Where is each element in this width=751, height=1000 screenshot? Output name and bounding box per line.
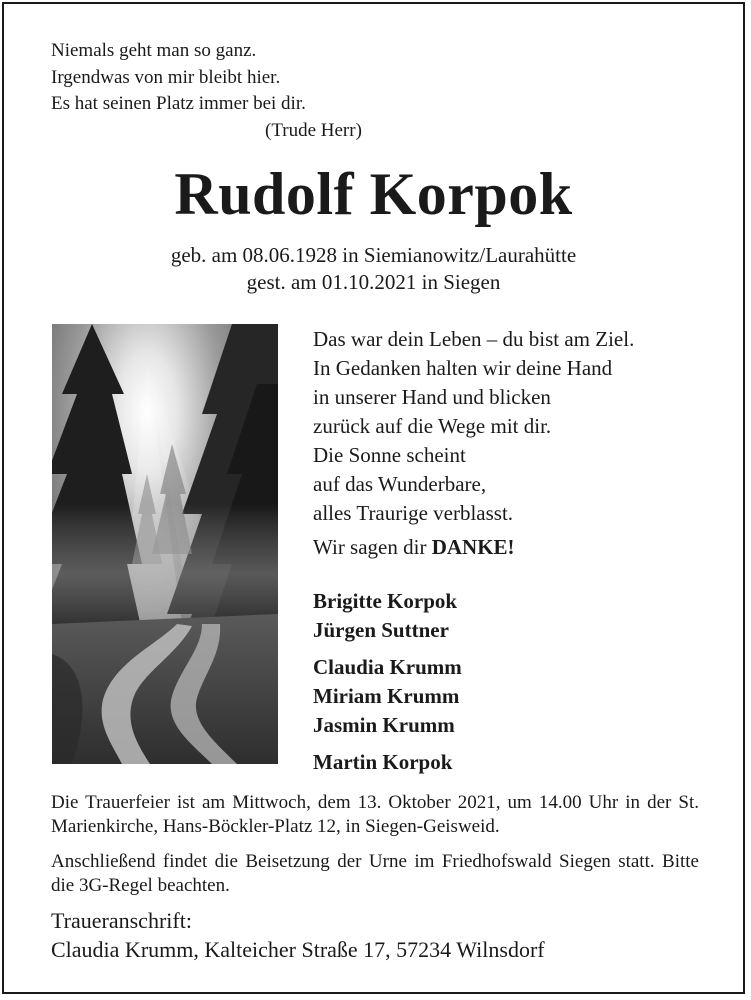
thanks-line: [313, 535, 515, 560]
thanks-word: DANKE!: [431, 535, 515, 559]
deceased-name: Rudolf Korpok: [174, 161, 573, 227]
poem-line: auf das Wunderbare,: [313, 472, 487, 496]
mourner-name: Brigitte Korpok: [313, 589, 458, 613]
quote-line: Es hat seinen Platz immer bei dir.: [51, 93, 306, 114]
mourner-group: [313, 748, 462, 777]
poem-line: In Gedanken halten wir deine Hand: [313, 356, 613, 380]
epigraph-quote: [51, 38, 362, 144]
mourner-group: [313, 587, 462, 645]
quote-author: (Trude Herr): [265, 119, 362, 141]
thanks-prefix: Wir sagen dir: [313, 535, 432, 559]
quote-line: Irgendwas von mir bleibt hier.: [51, 66, 281, 88]
mourners-list: [313, 587, 462, 785]
address-label: Traueranschrift:: [51, 908, 192, 933]
mourner-name: Martin Korpok: [313, 750, 453, 774]
poem-line: Die Sonne scheint: [313, 443, 466, 467]
poem-line: alles Traurige verblasst.: [313, 501, 514, 525]
poem: [313, 325, 634, 528]
address-value: Claudia Krumm, Kalteicher Straße 17, 57234 Wilnsdorf: [51, 937, 545, 962]
forest-path-photo: [52, 324, 278, 764]
condolence-address: [51, 906, 545, 964]
quote-line: Niemals geht man so ganz.: [51, 40, 257, 61]
poem-line: zurück auf die Wege mit dir.: [313, 414, 552, 438]
mourner-name: Claudia Krumm: [313, 655, 462, 679]
mourner-name: Miriam Krumm: [313, 684, 460, 708]
life-dates: [0, 242, 747, 296]
burial-info: Anschließend findet die Beisetzung der Urne im Friedhofswald Siegen statt. Bitte die 3G-Regel beachten.: [51, 851, 699, 896]
mourner-name: Jasmin Krumm: [313, 713, 455, 737]
funeral-service-info: Die Trauerfeier ist am Mittwoch, dem 13. Oktober 2021, um 14.00 Uhr in der St. Marienkirche, Hans-Böckler-Platz 12, in Siegen-Geisweid.: [51, 792, 699, 837]
poem-line: in unserer Hand und blicken: [313, 385, 551, 409]
birth-date: geb. am 08.06.1928 in Siemianowitz/Laurahütte: [170, 243, 577, 267]
death-date: gest. am 01.10.2021 in Siegen: [246, 270, 501, 294]
poem-line: Das war dein Leben – du bist am Ziel.: [313, 327, 635, 351]
mourner-group: [313, 653, 462, 740]
mourner-name: Jürgen Suttner: [313, 618, 449, 642]
